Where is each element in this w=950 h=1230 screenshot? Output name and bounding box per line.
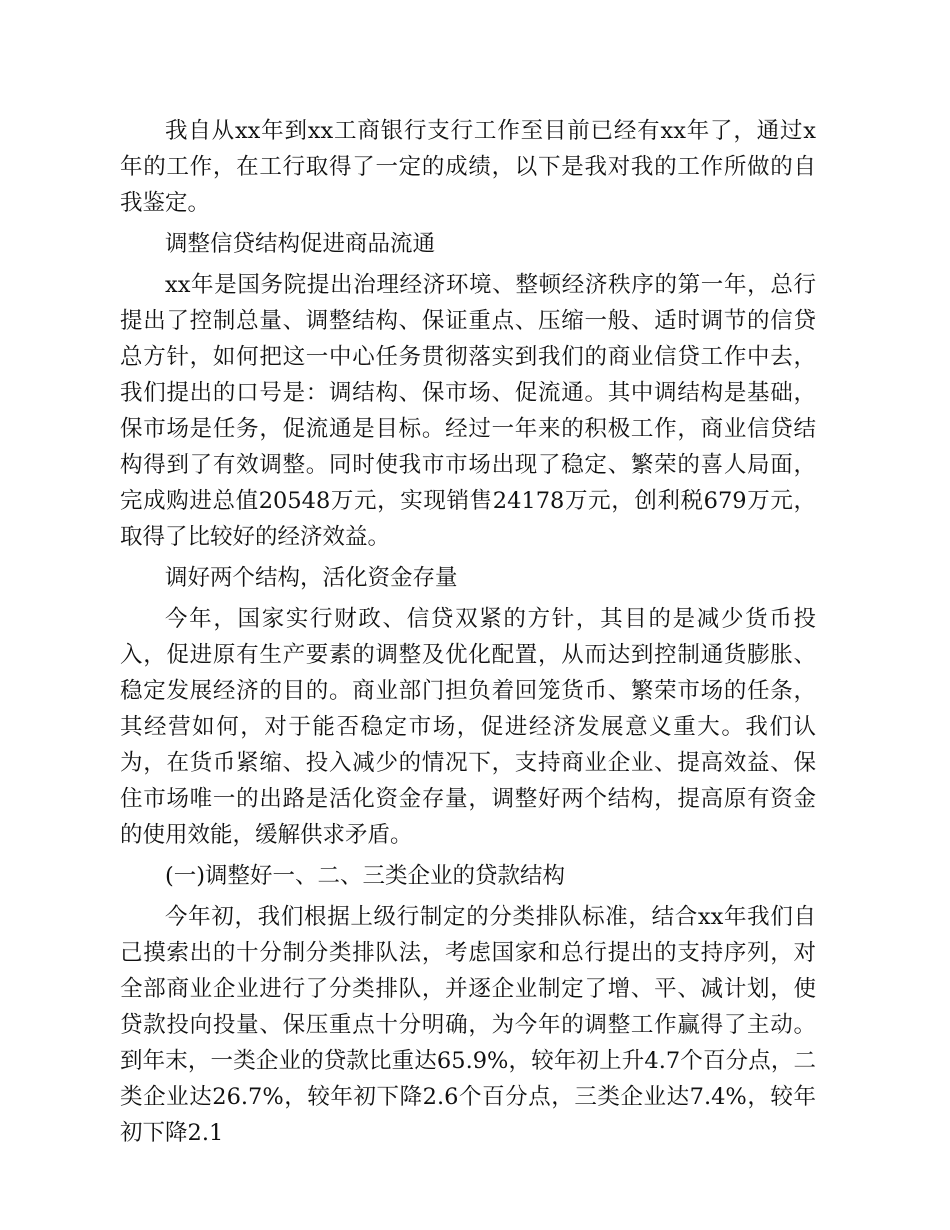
section-heading-credit-structure: 调整信贷结构促进商品流通: [165, 231, 436, 257]
credit-structure-paragraph: xx年是国务院提出治理经济环境、整顿经济秩序的第一年，总行提出了控制总量、调整结构、保证重点、压缩一般、适时调节的信贷总方针，如何把这一中心任务贯彻落实到我们的商业信贷工作中去，我们提出的口号是：调结构、保市场、促流通。其中调结构是基础，保市场是任务，促流通是目标。经过一年来的积极工作，商业信贷结构得到了有效调整。同时使我市市场出现了稳定、繁荣的喜人局面，完成购进总值20548万元，实现销售24178万元，创利税679万元，取得了比较好的经济效益。: [120, 272, 816, 550]
two-structures-paragraph: 今年，国家实行财政、信贷双紧的方针，其目的是减少货币投入，促进原有生产要素的调整及优化配置，从而达到控制通货膨胀、稳定发展经济的目的。商业部门担负着回笼货币、繁荣市场的任条，其经营如何，对于能否稳定市场，促进经济发展意义重大。我们认为，在货币紧缩、投入减少的情况下，支持商业企业、提高效益、保住市场唯一的出路是活化资金存量，调整好两个结构，提高原有资金的使用效能，缓解供求矛盾。: [120, 606, 816, 848]
section-heading-two-structures: 调好两个结构，活化资金存量: [165, 565, 458, 591]
document-page: [120, 113, 816, 1156]
subsection-heading-loan-structure: (一)调整好一、二、三类企业的贷款结构: [165, 863, 566, 889]
intro-paragraph: 我自从xx年到xx工商银行支行工作至目前已经有xx年了，通过x年的工作，在工行取得了一定的成绩，以下是我对我的工作所做的自我鉴定。: [120, 118, 816, 216]
loan-structure-paragraph: 今年初，我们根据上级行制定的分类排队标准，结合xx年我们自己摸索出的十分制分类排队法，考虑国家和总行提出的支持序列，对全部商业企业进行了分类排队，并逐企业制定了增、平、减计划，使贷款投向投量、保压重点十分明确，为今年的调整工作赢得了主动。到年末，一类企业的贷款比重达65.9%，较年初上升4.7个百分点，二类企业达26.7%，较年初下降2.6个百分点，三类企业达7.4%，较年初下降2.1: [120, 904, 816, 1146]
